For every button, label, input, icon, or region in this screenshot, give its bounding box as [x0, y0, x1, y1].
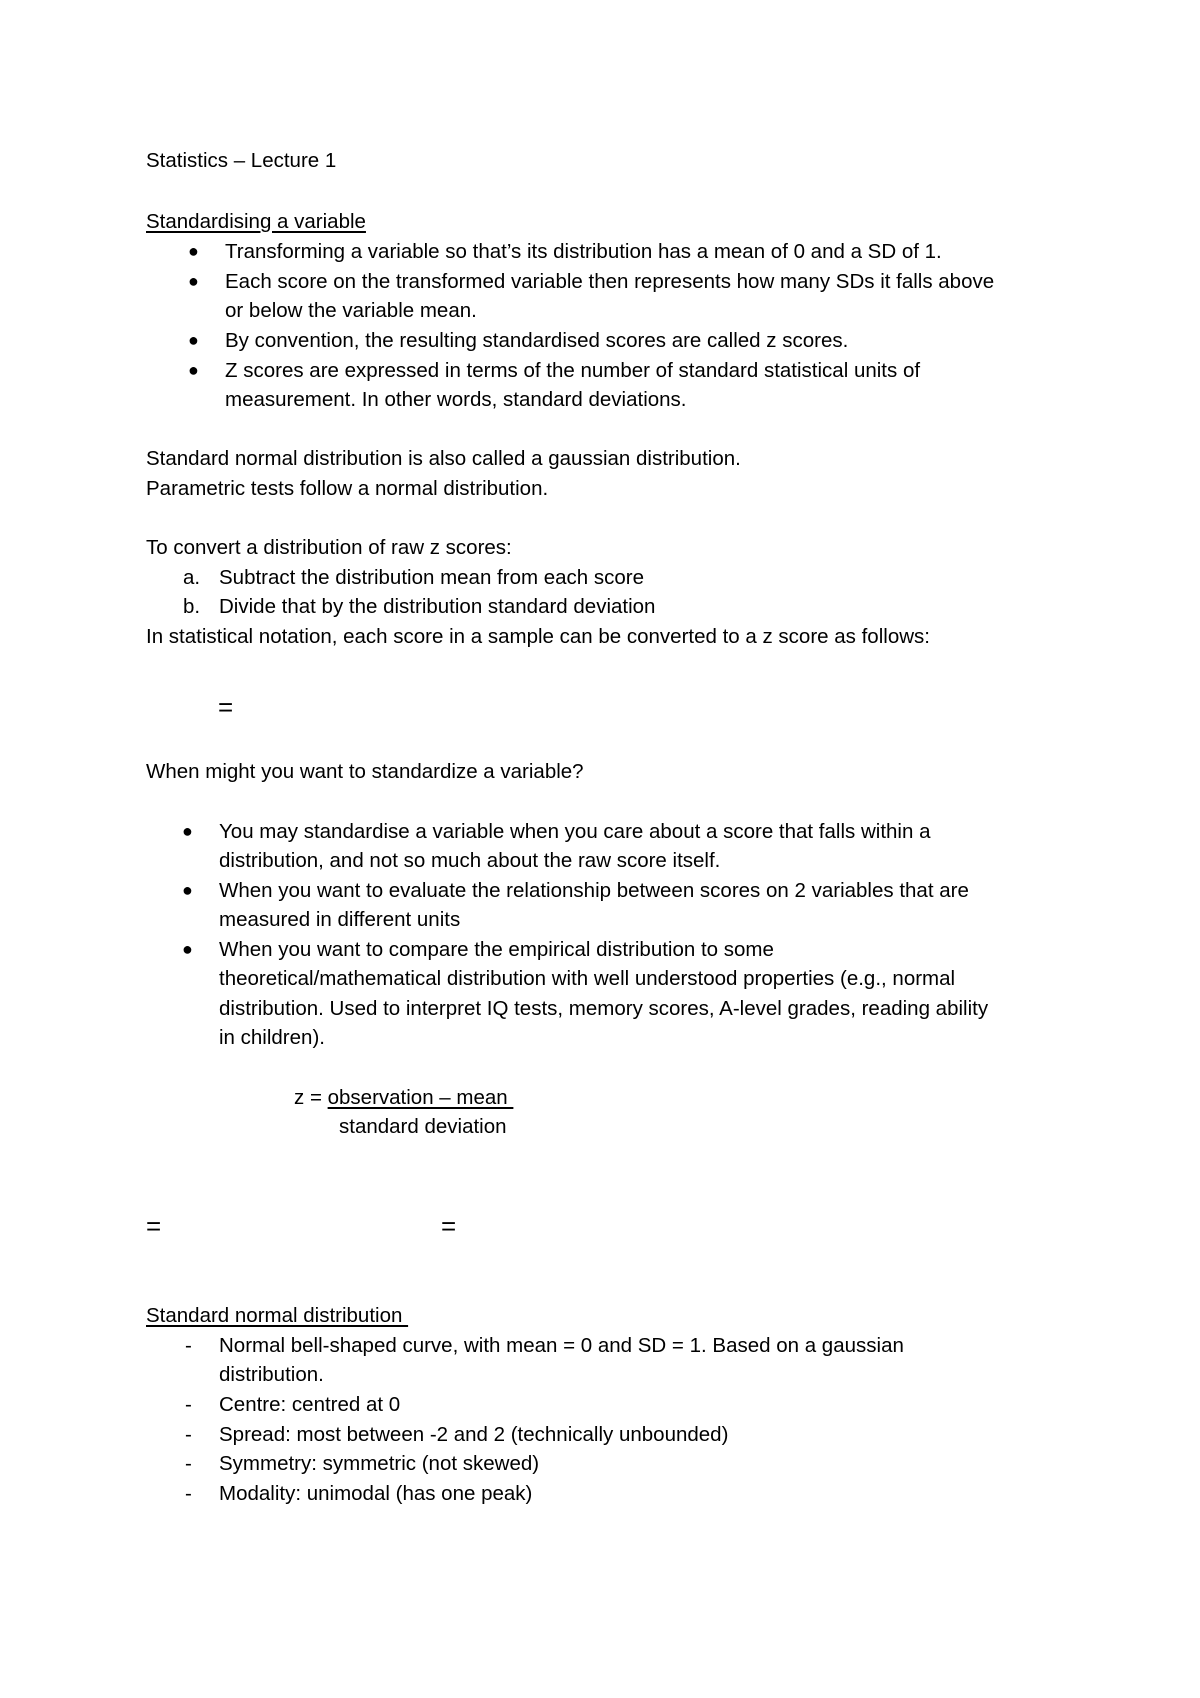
bullet-text-continued: in children).	[219, 1026, 325, 1049]
document-title: Statistics – Lecture 1	[146, 149, 337, 172]
bullet-icon: ●	[182, 821, 193, 841]
bullet-text-continued: distribution, and not so much about the raw score itself.	[219, 849, 721, 872]
bullet-text-continued: theoretical/mathematical distribution with well understood properties (e.g., normal	[219, 967, 956, 990]
dash-marker: -	[185, 1334, 192, 1357]
section-heading-standard-normal: Standard normal distribution	[146, 1304, 409, 1327]
step-marker: a.	[183, 566, 201, 589]
bullet-text-continued: distribution. Used to interpret IQ tests, memory scores, A-level grades, reading ability	[219, 997, 989, 1020]
list-item-text: Symmetry: symmetric (not skewed)	[219, 1452, 540, 1475]
notation-sentence: In statistical notation, each score in a sample can be converted to a z score as follows:	[146, 625, 930, 648]
bullet-text-continued: measured in different units	[219, 908, 461, 931]
dash-marker: -	[185, 1423, 192, 1446]
when-question: When might you want to standardize a variable?	[146, 760, 584, 783]
equals-sign: =	[441, 1211, 457, 1241]
section-heading-standardising: Standardising a variable	[146, 210, 366, 233]
equals-sign: =	[218, 692, 234, 722]
list-item-text: Modality: unimodal (has one peak)	[219, 1482, 533, 1505]
bullet-icon: ●	[188, 271, 199, 291]
bullet-text: When you want to compare the empirical distribution to some	[219, 938, 774, 961]
bullet-icon: ●	[182, 880, 193, 900]
bullet-icon: ●	[188, 360, 199, 380]
dash-marker: -	[185, 1452, 192, 1475]
list-item-text: Normal bell-shaped curve, with mean = 0 and SD = 1. Based on a gaussian	[219, 1334, 904, 1357]
list-item-text-continued: distribution.	[219, 1363, 324, 1386]
step-text: Subtract the distribution mean from each score	[219, 566, 645, 589]
z-formula-prefix: z =	[294, 1086, 328, 1109]
equals-sign: =	[146, 1211, 162, 1241]
gaussian-sentence: Standard normal distribution is also called a gaussian distribution.	[146, 447, 741, 470]
list-item-text: Spread: most between -2 and 2 (technically unbounded)	[219, 1423, 729, 1446]
step-marker: b.	[183, 595, 201, 618]
parametric-sentence: Parametric tests follow a normal distribution.	[146, 477, 549, 500]
bullet-text: You may standardise a variable when you care about a score that falls within a	[219, 820, 931, 843]
bullet-text: By convention, the resulting standardised scores are called z scores.	[225, 329, 849, 352]
convert-intro: To convert a distribution of raw z scores:	[146, 536, 512, 559]
step-text: Divide that by the distribution standard deviation	[219, 595, 656, 618]
z-formula-numerator: observation – mean	[327, 1086, 514, 1109]
bullet-text: Transforming a variable so that’s its distribution has a mean of 0 and a SD of 1.	[225, 240, 942, 263]
bullet-icon: ●	[182, 939, 193, 959]
bullet-text: Z scores are expressed in terms of the number of standard statistical units of	[225, 359, 921, 382]
list-item-text: Centre: centred at 0	[219, 1393, 401, 1416]
bullet-text: When you want to evaluate the relationship between scores on 2 variables that are	[219, 879, 969, 902]
dash-marker: -	[185, 1482, 192, 1505]
bullet-text: Each score on the transformed variable then represents how many SDs it falls above	[225, 270, 995, 293]
z-formula-numerator-line	[294, 1083, 513, 1112]
dash-marker: -	[185, 1393, 192, 1416]
bullet-text-continued: or below the variable mean.	[225, 299, 477, 322]
z-formula-denominator: standard deviation	[339, 1115, 507, 1138]
bullet-text-continued: measurement. In other words, standard deviations.	[225, 388, 687, 411]
bullet-icon: ●	[188, 241, 199, 261]
bullet-icon: ●	[188, 330, 199, 350]
